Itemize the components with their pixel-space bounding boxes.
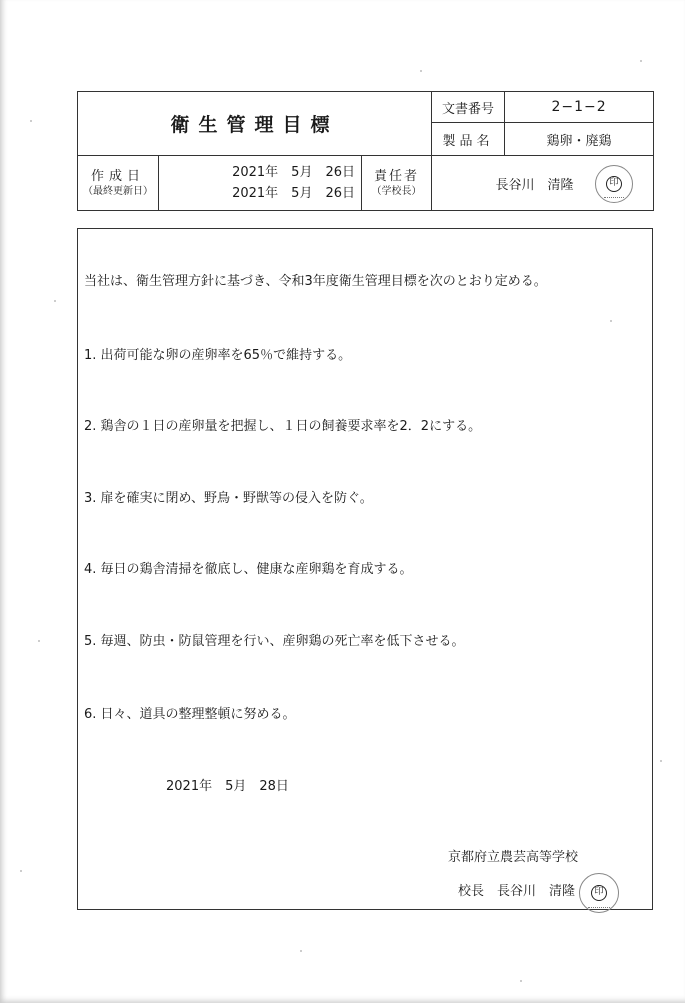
signer-name: 校長 長谷川 清隆 [458, 884, 576, 899]
responsible-label-cell [362, 156, 432, 211]
issue-date: 2021年 5月 28日 [166, 779, 289, 794]
goal-item-1: 1. 出荷可能な卵の産卵率を65％で維持する。 [84, 348, 352, 363]
seal-mark: 印 [606, 176, 622, 192]
updated-date-value: 2021年 5月 26日 [232, 186, 355, 201]
responsible-label: 責任者 [374, 168, 420, 184]
intro-text: 当社は、衛生管理方針に基づき、令和3年度衛生管理目標を次のとおり定める。 [84, 274, 547, 289]
dates-cell [159, 156, 362, 211]
organization-name: 京都府立農芸高等学校 [448, 850, 579, 865]
responsible-name-cell [432, 156, 654, 211]
created-date-label: 作成日 [90, 168, 145, 184]
goal-item-3: 3. 扉を確実に閉め、野鳥・野獣等の侵入を防ぐ。 [84, 491, 373, 506]
responsible-name: 長谷川 清隆 [495, 177, 574, 193]
header-table [77, 91, 654, 211]
goal-item-6: 6. 日々、道具の整理整頓に努める。 [84, 707, 296, 722]
created-date-value: 2021年 5月 26日 [232, 165, 355, 180]
doc-number-label: 文書番号 [432, 92, 505, 123]
doc-number-value: 2−1−2 [505, 92, 654, 123]
product-name-label: 製品名 [432, 123, 505, 156]
responsible-sub-label: （学校長） [371, 185, 422, 197]
created-date-label-cell [78, 156, 159, 211]
updated-date-label: （最終更新日） [83, 185, 153, 197]
goal-item-4: 4. 毎日の鶏舎清掃を徹底し、健康な産卵鶏を育成する。 [84, 562, 413, 577]
document-title: 衛生管理目標 [78, 92, 432, 156]
footer-seal-stamp [579, 873, 619, 913]
product-name-value: 鶏卵・廃鶏 [505, 123, 654, 156]
footer-seal-mark: 印 [591, 885, 607, 901]
goal-item-2: 2. 鶏舎の１日の産卵量を把握し、１日の飼養要求率を2．2にする。 [84, 419, 482, 434]
header-seal-stamp [595, 165, 633, 203]
goal-item-5: 5. 毎週、防虫・防鼠管理を行い、産卵鶏の死亡率を低下させる。 [84, 634, 465, 649]
